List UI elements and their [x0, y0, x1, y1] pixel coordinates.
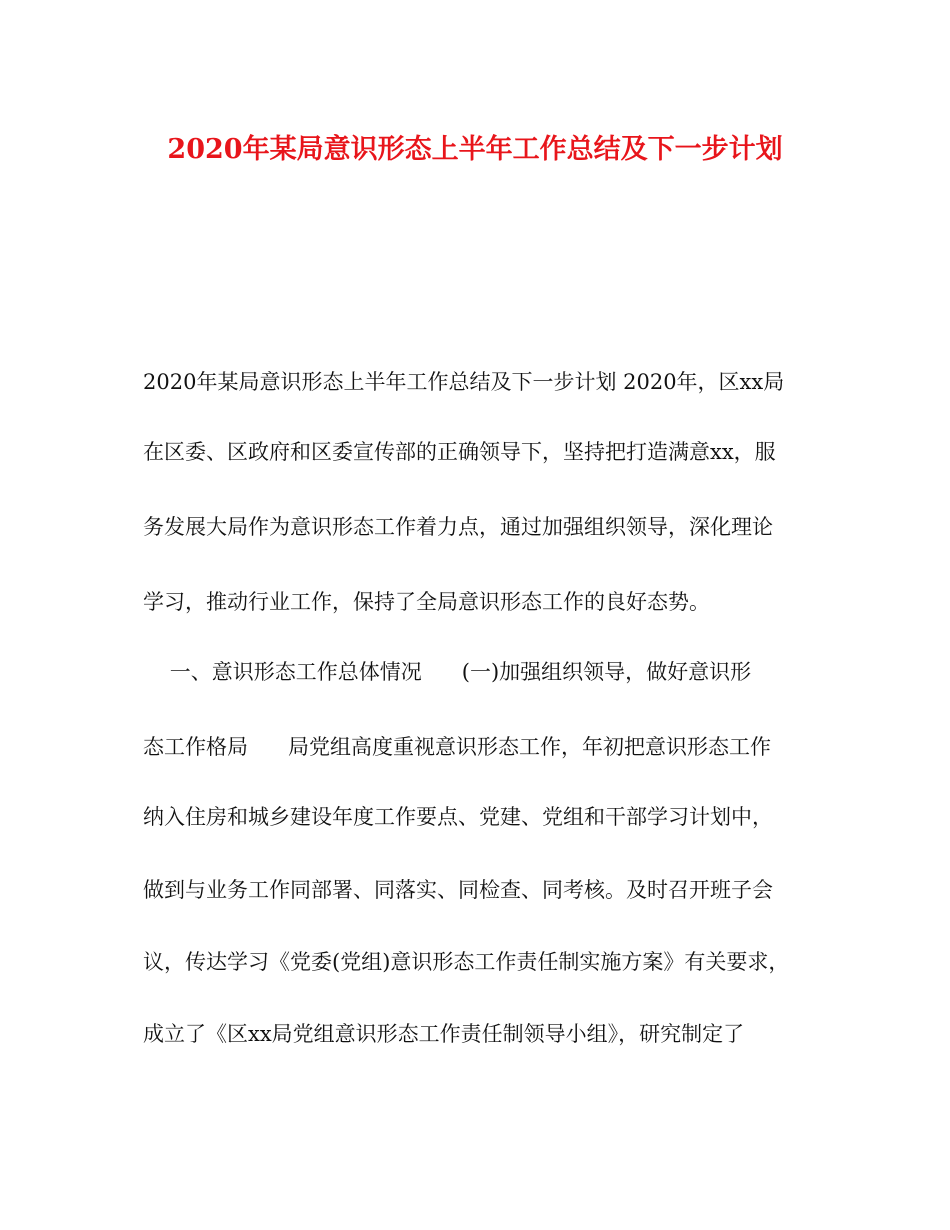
body-line-3: 务发展大局作为意识形态工作着力点，通过加强组织领导，深化理论	[143, 515, 773, 539]
body-line-1: 2020年某局意识形态上半年工作总结及下一步计划 2020年，区xx局	[143, 370, 785, 394]
body-line-8: 做到与业务工作同部署、同落实、同检查、同考核。及时召开班子会	[143, 878, 773, 902]
body-line-6: 态工作格局 局党组高度重视意识形态工作，年初把意识形态工作	[143, 735, 772, 759]
document-title: 2020年某局意识形态上半年工作总结及下一步计划	[167, 134, 783, 165]
body-line-5: 一、意识形态工作总体情况 (一)加强组织领导，做好意识形	[143, 660, 752, 684]
body-line-7: 纳入住房和城乡建设年度工作要点、党建、党组和干部学习计划中，	[143, 805, 773, 829]
body-line-10: 成立了《区xx局党组意识形态工作责任制领导小组》，研究制定了	[143, 1022, 745, 1046]
body-line-4: 学习，推动行业工作，保持了全局意识形态工作的良好态势。	[143, 590, 710, 614]
body-line-2: 在区委、区政府和区委宣传部的正确领导下，坚持把打造满意xx，服	[143, 440, 776, 464]
body-line-9: 议，传达学习《党委(党组)意识形态工作责任制实施方案》有关要求，	[143, 950, 790, 974]
